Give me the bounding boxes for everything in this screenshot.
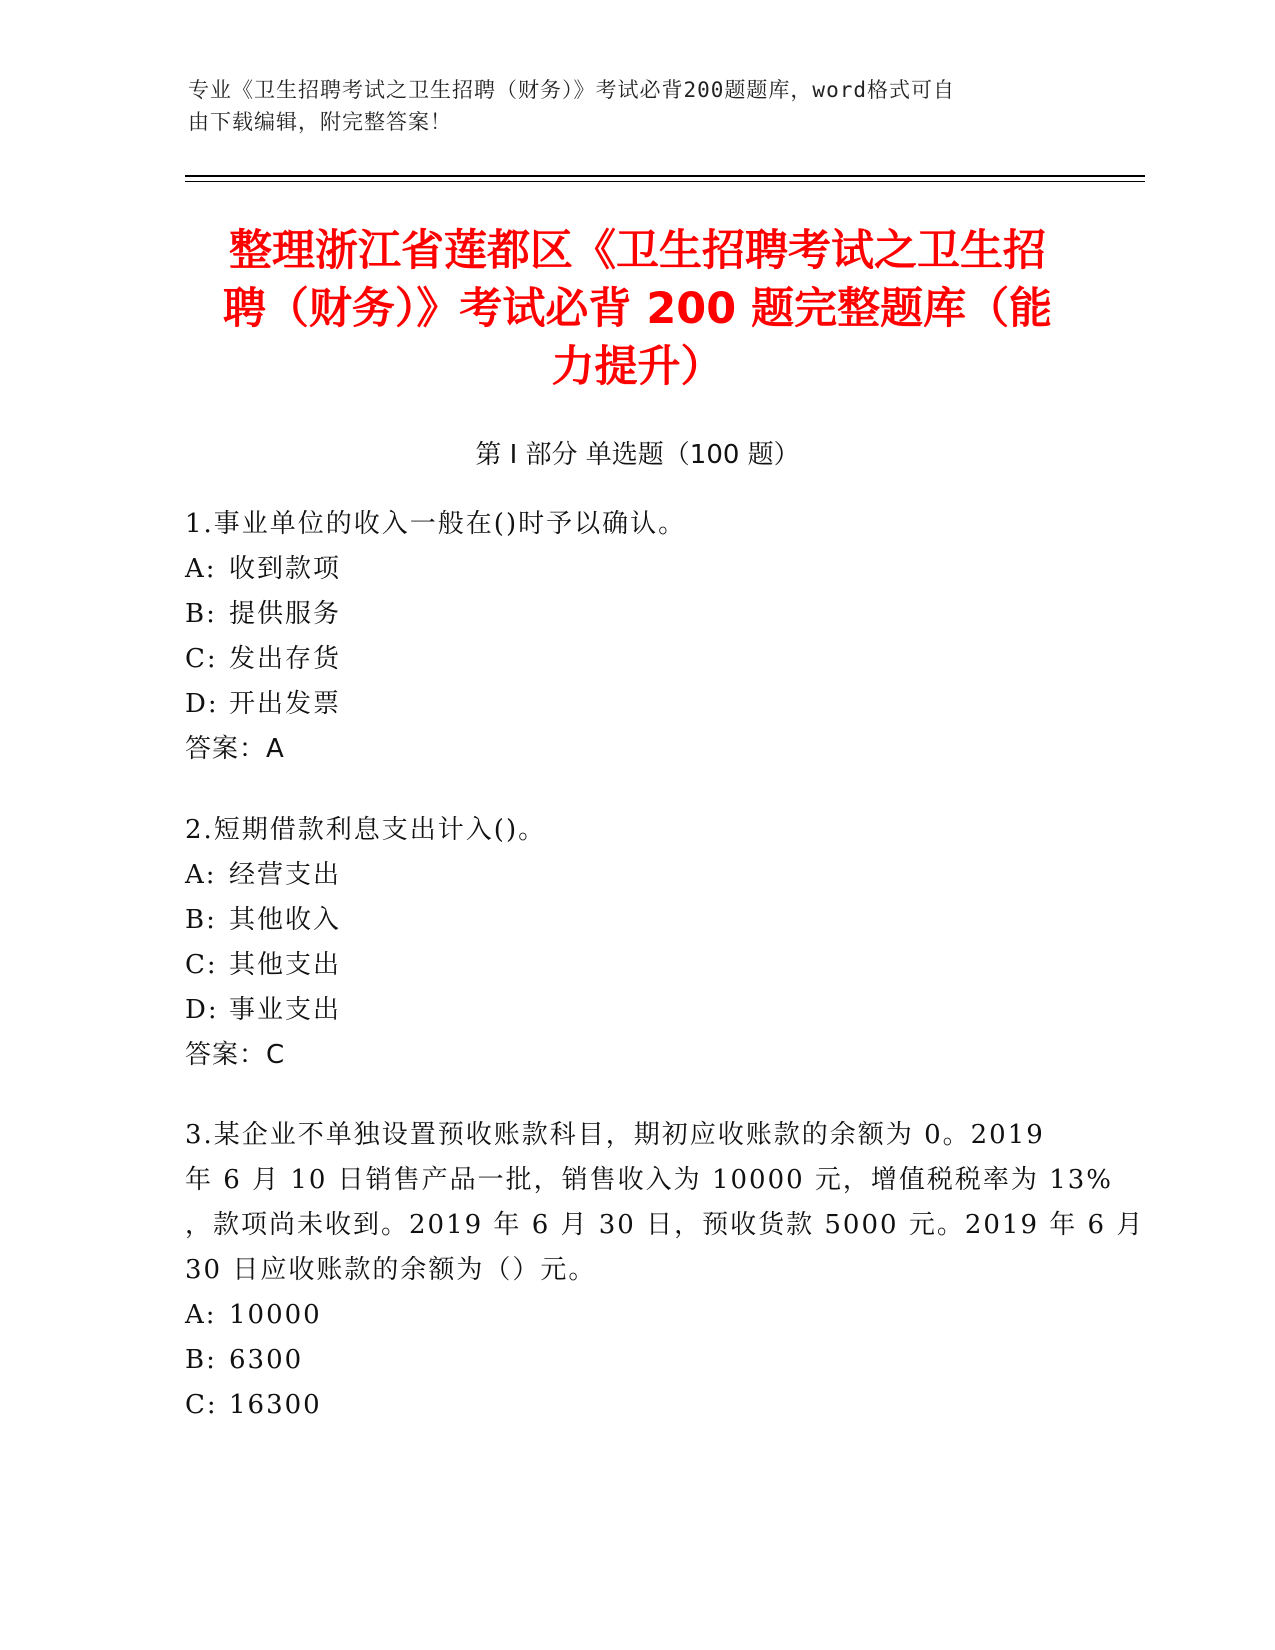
option-text: 提供服务: [229, 599, 342, 629]
option-text: 6300: [229, 1345, 304, 1375]
question-stem: 1.事业单位的收入一般在()时予以确认。: [185, 509, 687, 539]
header-note-line-1: 专业《卫生招聘考试之卫生招聘（财务）》考试必背200题题库，word格式可自: [188, 78, 955, 102]
option-text: 10000: [229, 1300, 322, 1330]
document-title-line-1: 整理浙江省莲都区《卫生招聘考试之卫生招: [229, 226, 1046, 276]
option-letter: A:: [185, 860, 217, 890]
question-stem: 2.短期借款利息支出计入()。: [185, 815, 547, 845]
option-b: [185, 1338, 1085, 1383]
question-stem-line-3: ，款项尚未收到。2019 年 6 月 30 日，预收货款 5000 元。2019 年 6 月: [185, 1210, 1145, 1240]
answer-line: 答案：C: [185, 1040, 286, 1070]
section-title: 第 I 部分 单选题（100 题）: [475, 440, 800, 470]
option-text: 开出发票: [229, 689, 342, 719]
option-b: [185, 898, 1085, 943]
question-3: [185, 1113, 1145, 1428]
answer-line: 答案：A: [185, 734, 285, 764]
option-letter: A:: [185, 554, 217, 584]
option-text: 发出存货: [229, 644, 342, 674]
header-note-line-2: 由下载编辑，附完整答案！: [188, 110, 452, 134]
question-stem-line-2: 年 6 月 10 日销售产品一批，销售收入为 10000 元，增值税税率为 13%: [185, 1165, 1113, 1195]
option-text: 事业支出: [229, 995, 342, 1025]
document-title-line-3: 力提升）: [551, 342, 724, 392]
option-c: [185, 1383, 1085, 1428]
option-text: 经营支出: [229, 860, 342, 890]
option-text: 16300: [229, 1390, 322, 1420]
option-a: [185, 1293, 1085, 1338]
question-2: [185, 808, 1085, 1078]
question-1: [185, 502, 1085, 772]
document-title: [150, 222, 1125, 396]
option-b: [185, 592, 1085, 637]
option-d: [185, 988, 1085, 1033]
option-letter: C:: [185, 644, 218, 674]
option-text: 其他支出: [229, 950, 342, 980]
header-divider-thin: [185, 181, 1145, 182]
option-text: 收到款项: [229, 554, 342, 584]
option-c: [185, 943, 1085, 988]
option-letter: C:: [185, 950, 218, 980]
question-stem-line-1: 3.某企业不单独设置预收账款科目，期初应收账款的余额为 0。2019: [185, 1120, 1045, 1150]
option-letter: B:: [185, 1345, 217, 1375]
option-letter: B:: [185, 905, 217, 935]
option-a: [185, 547, 1085, 592]
question-stem-line-4: 30 日应收账款的余额为（）元。: [185, 1255, 597, 1285]
option-letter: D:: [185, 689, 219, 719]
option-c: [185, 637, 1085, 682]
option-d: [185, 682, 1085, 727]
header-note: [188, 74, 1068, 138]
option-letter: C:: [185, 1390, 218, 1420]
option-letter: B:: [185, 599, 217, 629]
header-divider-thick: [185, 175, 1145, 177]
option-a: [185, 853, 1085, 898]
option-letter: A:: [185, 1300, 217, 1330]
option-letter: D:: [185, 995, 219, 1025]
option-text: 其他收入: [229, 905, 342, 935]
document-title-line-2: 聘（财务）》考试必背 200 题完整题库（能: [222, 284, 1053, 334]
